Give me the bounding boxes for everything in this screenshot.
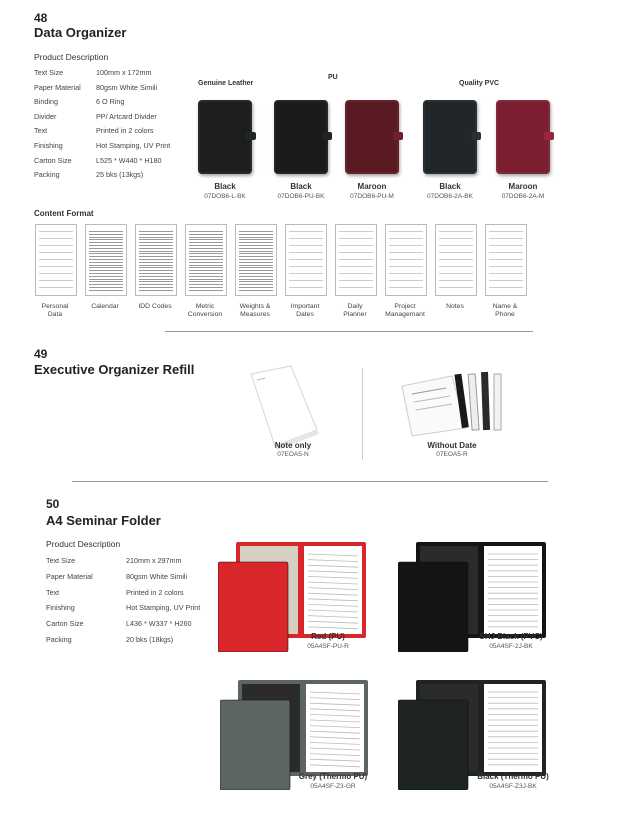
organizer-image xyxy=(198,100,252,174)
page-line xyxy=(439,287,473,288)
page-line xyxy=(239,239,273,240)
content-page-thumbnail xyxy=(285,224,327,296)
section-number-49: 49 xyxy=(34,347,48,361)
page-line xyxy=(339,280,373,281)
page-line xyxy=(389,287,423,288)
content-page-label-line2: Phone xyxy=(495,311,515,318)
content-page-label: Daily xyxy=(347,303,363,310)
page-line xyxy=(289,266,323,267)
page-line xyxy=(89,267,123,268)
page-line xyxy=(89,242,123,243)
section-title-data-organizer: Data Organizer xyxy=(34,25,127,40)
content-page-label: Project xyxy=(394,303,416,310)
page-line xyxy=(89,237,123,238)
content-page-thumbnail xyxy=(335,224,377,296)
page-line xyxy=(89,259,123,260)
page-line xyxy=(489,273,523,274)
spec-value: Printed in 2 colors xyxy=(126,587,184,597)
page-line xyxy=(439,266,473,267)
page-line xyxy=(189,251,223,252)
page-line xyxy=(189,259,223,260)
page-line xyxy=(139,239,173,240)
folder-name: SHJ Black (PVC) xyxy=(479,632,543,641)
page-line xyxy=(239,270,273,271)
page-line xyxy=(89,290,123,291)
spec-label: Finishing xyxy=(46,603,75,613)
organizer-color: Black xyxy=(290,182,312,191)
page-line xyxy=(239,284,273,285)
page-line xyxy=(239,237,273,238)
page-line xyxy=(439,252,473,253)
page-line xyxy=(89,251,123,252)
page-line xyxy=(139,234,173,235)
refill-without-date-image xyxy=(396,370,506,438)
organizer-code: 07DOB6-L-BK xyxy=(204,193,246,200)
folder-name: Red (PU) xyxy=(311,632,345,641)
page-line xyxy=(89,231,123,232)
section-title-a4-seminar-folder: A4 Seminar Folder xyxy=(46,513,161,528)
page-line xyxy=(139,281,173,282)
page-line xyxy=(189,279,223,280)
content-page-thumbnail xyxy=(485,224,527,296)
content-page-thumbnail xyxy=(35,224,77,296)
page-line xyxy=(239,262,273,263)
page-line xyxy=(489,259,523,260)
page-line xyxy=(239,242,273,243)
organizer-strap xyxy=(393,132,403,140)
page-line xyxy=(239,259,273,260)
content-page-label: Notes xyxy=(446,303,464,310)
page-line xyxy=(89,279,123,280)
page-line xyxy=(139,251,173,252)
spec-value: 80gsm White Simili xyxy=(126,571,188,581)
page-line xyxy=(189,270,223,271)
page-line xyxy=(139,284,173,285)
content-page-label: Important xyxy=(290,303,320,310)
spec-value: 25 bks (13kgs) xyxy=(96,170,144,180)
folder-name: Grey (Thermo PU) xyxy=(298,772,368,781)
organizer-color: Maroon xyxy=(357,182,387,191)
page-line xyxy=(89,253,123,254)
spec-value: 210mm x 297mm xyxy=(126,556,182,565)
page-line xyxy=(189,248,223,249)
organizer-image xyxy=(423,100,477,174)
page-line xyxy=(339,287,373,288)
page-line xyxy=(289,238,323,239)
page-line xyxy=(189,262,223,263)
refill-without-date-name: Without Date xyxy=(427,441,477,450)
page-line xyxy=(389,266,423,267)
spec-label: Packing xyxy=(34,170,60,180)
page-line xyxy=(489,280,523,281)
page-line xyxy=(289,287,323,288)
page-line xyxy=(289,245,323,246)
page-line xyxy=(389,259,423,260)
page-line xyxy=(489,252,523,253)
spec-value: Hot Stamping, UV Print xyxy=(96,141,171,150)
page-line xyxy=(239,234,273,235)
content-page-label: Weights & xyxy=(239,303,271,310)
organizer-strap xyxy=(471,132,481,140)
page-line xyxy=(89,265,123,266)
content-page-thumbnail xyxy=(135,224,177,296)
content-page-thumbnail xyxy=(435,224,477,296)
page-line xyxy=(189,267,223,268)
divider-48-49 xyxy=(165,331,533,332)
content-page-label-line2: Data xyxy=(47,311,63,318)
page-line xyxy=(389,273,423,274)
page-line xyxy=(239,287,273,288)
page-line xyxy=(89,262,123,263)
page-line xyxy=(239,279,273,280)
organizer-color: Black xyxy=(214,182,236,191)
organizer-strap xyxy=(544,132,554,140)
spec-value: Hot Stamping, UV Print xyxy=(126,603,201,613)
spec-label: Text xyxy=(46,587,60,597)
spec-label: Finishing xyxy=(34,141,63,150)
page-line xyxy=(389,245,423,246)
spec-label: Divider xyxy=(34,111,57,121)
page-line xyxy=(89,248,123,249)
page-line xyxy=(289,252,323,253)
page-line xyxy=(339,273,373,274)
refill-note-only-code: 07EOA5-N xyxy=(277,451,309,458)
page-line xyxy=(239,267,273,268)
group-label-genuine-leather: Genuine Leather xyxy=(198,80,254,87)
page-line xyxy=(389,238,423,239)
page-line xyxy=(39,245,73,246)
page-line xyxy=(489,231,523,232)
page-line xyxy=(189,287,223,288)
content-page-label: Metric xyxy=(195,303,215,310)
page-line xyxy=(89,245,123,246)
page-line xyxy=(89,287,123,288)
page-line xyxy=(139,248,173,249)
organizer-strap xyxy=(246,132,256,140)
section-number-50: 50 xyxy=(46,497,60,511)
page-line xyxy=(439,259,473,260)
spec-value: PP/ Artcard Divider xyxy=(96,111,157,121)
page-line xyxy=(39,252,73,253)
spec-label: Paper Material xyxy=(34,82,81,92)
organizer-image xyxy=(496,100,550,174)
page-line xyxy=(489,238,523,239)
page-line xyxy=(139,265,173,266)
spec-label: Paper Material xyxy=(46,571,93,581)
page-line xyxy=(89,256,123,257)
refill-note-only-name: Note only xyxy=(274,441,312,450)
organizer-code: 07DOB6-2A-M xyxy=(501,193,545,200)
folder-name: Black (Thermo PU) xyxy=(477,772,549,781)
spec-label: Binding xyxy=(34,97,58,107)
page-line xyxy=(89,239,123,240)
spec-value: 100mm x 172mm xyxy=(96,68,152,77)
content-page-thumbnail xyxy=(385,224,427,296)
page-line xyxy=(189,231,223,232)
page-line xyxy=(39,266,73,267)
spec-label: Text xyxy=(34,126,48,136)
page-line xyxy=(239,251,273,252)
page-line xyxy=(239,265,273,266)
page-line xyxy=(289,259,323,260)
page-line xyxy=(239,231,273,232)
page-line xyxy=(289,231,323,232)
spec-label: Text Size xyxy=(34,68,64,77)
page-line xyxy=(439,231,473,232)
page-line xyxy=(89,276,123,277)
page-line xyxy=(189,234,223,235)
content-page-thumbnail xyxy=(85,224,127,296)
page-line xyxy=(139,231,173,232)
product-description-heading-50: Product Description xyxy=(46,539,121,549)
organizer-code: 07DOB6-PU-M xyxy=(350,193,394,200)
page-line xyxy=(439,273,473,274)
content-page-label-line2: Conversion xyxy=(187,311,223,318)
refill-without-date-code: 07EOA5-R xyxy=(436,451,468,458)
organizer-color: Black xyxy=(439,182,461,191)
page-line xyxy=(189,284,223,285)
page-line xyxy=(39,287,73,288)
page-line xyxy=(89,284,123,285)
group-label-pu: PU xyxy=(328,74,338,81)
organizer-strap xyxy=(322,132,332,140)
spec-label: Text Size xyxy=(46,556,76,565)
page-line xyxy=(39,259,73,260)
page-line xyxy=(139,262,173,263)
page-line xyxy=(139,287,173,288)
page-line xyxy=(239,281,273,282)
content-page-label: Name & xyxy=(492,303,518,310)
section-title-executive-organizer-refill: Executive Organizer Refill xyxy=(34,362,195,377)
content-page-label: IDD Codes xyxy=(138,303,172,310)
page-line xyxy=(189,265,223,266)
organizer-color: Maroon xyxy=(508,182,538,191)
content-format-heading: Content Format xyxy=(34,209,94,218)
content-page-label-line2: Managemant xyxy=(385,311,425,318)
spec-value: 6 O Ring xyxy=(96,97,125,107)
organizer-code: 07DOB6-PU-BK xyxy=(277,193,325,200)
page-line xyxy=(189,290,223,291)
content-page-label: Calendar xyxy=(91,303,119,310)
page-line xyxy=(139,273,173,274)
page-line xyxy=(139,259,173,260)
page-line xyxy=(339,266,373,267)
page-line xyxy=(139,256,173,257)
content-page-thumbnail xyxy=(235,224,277,296)
folder-code: 05A4SF-Z3J-BK xyxy=(489,783,537,790)
page-line xyxy=(239,256,273,257)
group-label-quality-pvc: Quality PVC xyxy=(459,80,500,87)
page-line xyxy=(139,242,173,243)
page-line xyxy=(189,242,223,243)
page-line xyxy=(189,256,223,257)
page-line xyxy=(189,245,223,246)
spec-value: L436 * W337 * H260 xyxy=(126,619,192,629)
spec-value: L525 * W440 * H180 xyxy=(96,155,162,165)
page-line xyxy=(389,280,423,281)
page-line xyxy=(39,273,73,274)
page-line xyxy=(139,279,173,280)
page-line xyxy=(339,245,373,246)
page-line xyxy=(289,273,323,274)
organizer-image xyxy=(345,100,399,174)
folder-code: 05A4SF-Z3-GR xyxy=(310,783,356,790)
page-line xyxy=(439,280,473,281)
page-line xyxy=(139,245,173,246)
page-line xyxy=(339,252,373,253)
page-line xyxy=(139,270,173,271)
page-line xyxy=(339,259,373,260)
refill-divider xyxy=(362,368,363,460)
spec-label: Carton Size xyxy=(34,155,72,165)
divider-49-50 xyxy=(72,481,548,482)
page-line xyxy=(89,273,123,274)
page-line xyxy=(239,290,273,291)
page-line xyxy=(389,252,423,253)
page-line xyxy=(189,253,223,254)
spec-value: 80gsm White Simili xyxy=(96,82,158,92)
page-line xyxy=(189,237,223,238)
content-page-label-line2: Measures xyxy=(240,311,270,318)
page-line xyxy=(189,273,223,274)
organizer-image xyxy=(274,100,328,174)
page-line xyxy=(239,245,273,246)
section-number-48: 48 xyxy=(34,11,48,25)
page-line xyxy=(139,237,173,238)
page-line xyxy=(489,287,523,288)
content-page-label-line2: Dates xyxy=(296,311,314,318)
page-line xyxy=(39,238,73,239)
content-page-label-line2: Planner xyxy=(343,311,367,318)
page-line xyxy=(139,290,173,291)
page-line xyxy=(189,281,223,282)
spec-label: Packing xyxy=(46,635,72,644)
page-line xyxy=(239,276,273,277)
page-line xyxy=(139,267,173,268)
page-line xyxy=(239,248,273,249)
content-page-thumbnail xyxy=(185,224,227,296)
spec-value: Printed in 2 colors xyxy=(96,126,154,136)
folder-code: 05A4SF-2J-BK xyxy=(489,643,533,650)
page-line xyxy=(189,239,223,240)
content-page-label: Personal xyxy=(41,303,69,310)
page-line xyxy=(189,276,223,277)
page-line xyxy=(139,276,173,277)
page-line xyxy=(289,280,323,281)
page-line xyxy=(89,270,123,271)
page-line xyxy=(439,245,473,246)
organizer-code: 07DOB6-2A-BK xyxy=(427,193,473,200)
page-line xyxy=(39,231,73,232)
page-line xyxy=(389,231,423,232)
page-line xyxy=(239,253,273,254)
page-line xyxy=(39,280,73,281)
folder-code: 05A4SF-PU-R xyxy=(307,643,349,650)
product-description-heading: Product Description xyxy=(34,52,109,62)
page-line xyxy=(139,253,173,254)
page-line xyxy=(239,273,273,274)
page-line xyxy=(489,245,523,246)
page-line xyxy=(489,266,523,267)
page-line xyxy=(439,238,473,239)
spec-value: 20 bks (18kgs) xyxy=(126,635,174,644)
page-line xyxy=(339,238,373,239)
spec-label: Carton Size xyxy=(46,619,84,629)
page-line xyxy=(89,281,123,282)
page-line xyxy=(339,231,373,232)
page-line xyxy=(89,234,123,235)
